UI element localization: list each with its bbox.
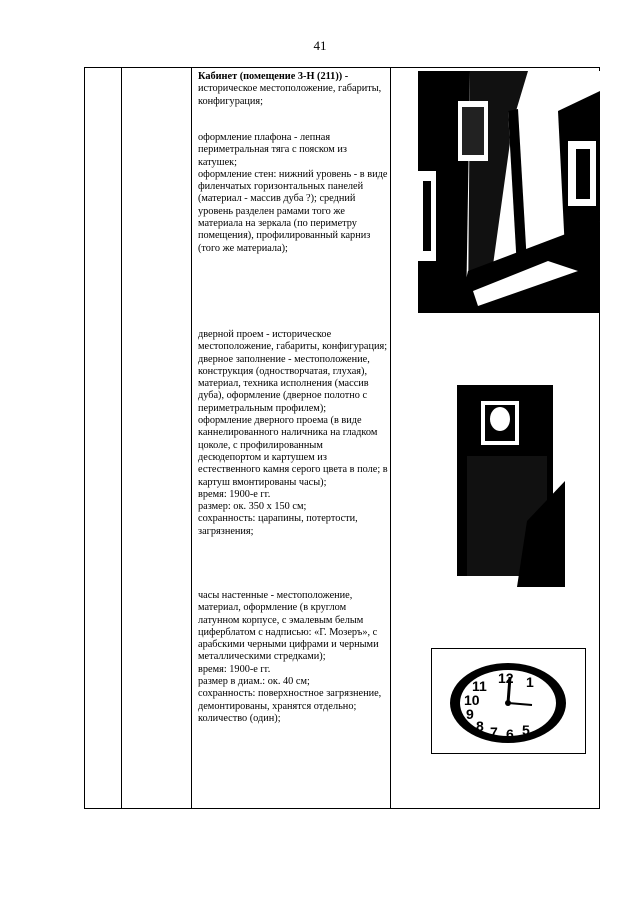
clock-numeral: 5 (522, 722, 530, 738)
room-description (198, 71, 388, 108)
wall-clock-description: часы настенные - местоположение, материал, оформление (в круглом латунном корпусе, с эмалевым белым циферблатом с надписью: «Г. Мозеръ», с арабскими черными цифрами и черными металлическими стредками); время: 1900-е гг. размер в диам.: ок. 40 см; сохранность: поверхностное загрязнение, демонтированы, хранятся отдельно; количество (один); (198, 590, 382, 724)
page-number: 41 (313, 38, 327, 53)
clock-numeral: 1 (526, 674, 534, 690)
clock-numeral: 7 (490, 724, 498, 740)
room-heading: Кабинет (помещение 3-Н (211)) - (198, 71, 349, 82)
wall-clock-photo (431, 648, 586, 754)
clock-numeral: 12 (498, 670, 514, 686)
inventory-table (84, 67, 600, 809)
doorway-photo (457, 371, 565, 587)
column-divider (191, 68, 192, 808)
doorway-description: дверной проем - историческое местоположение, габариты, конфигурация; дверное заполнение - местоположение, конструкция (одностворчатая, глухая), материал, техника исполнения (массив дуба), оформление (дверное полотно с периметральным профилем); оформление дверного проема (в виде каннелированного наличника на гладком цоколе, с профилированным десюдепортом и картушем из естественного камня серого цвета в поле; в картуш вмонтированы часы); время: 1900-е гг. размер: ок. 350 х 150 см; сохранность: царапины, потертости, загрязнения; (198, 329, 388, 537)
clock-numeral: 6 (506, 726, 514, 742)
clock-numeral: 10 (464, 692, 480, 708)
room-text: историческое местоположение, габариты, конфигурация; (198, 83, 382, 107)
wall-clock-image (432, 649, 585, 753)
doorway-image (457, 371, 565, 587)
clock-numeral: 11 (472, 678, 487, 694)
clock-numeral: 9 (466, 706, 474, 722)
ceiling-walls-description: оформление плафона - лепная периметральная тяга с пояском из катушек; оформление стен: нижний уровень - в виде филенчатых горизонтальных панелей (материал - массив дуба ?); средний уровень разделен рамами того же материала на зеркала (по периметру помещения), профилированный карниз (того же материала); (198, 132, 388, 254)
room-interior-image (418, 71, 600, 313)
column-divider (121, 68, 122, 808)
room-interior-photo (418, 71, 600, 313)
column-divider (390, 68, 391, 808)
clock-numeral: 8 (476, 718, 484, 734)
